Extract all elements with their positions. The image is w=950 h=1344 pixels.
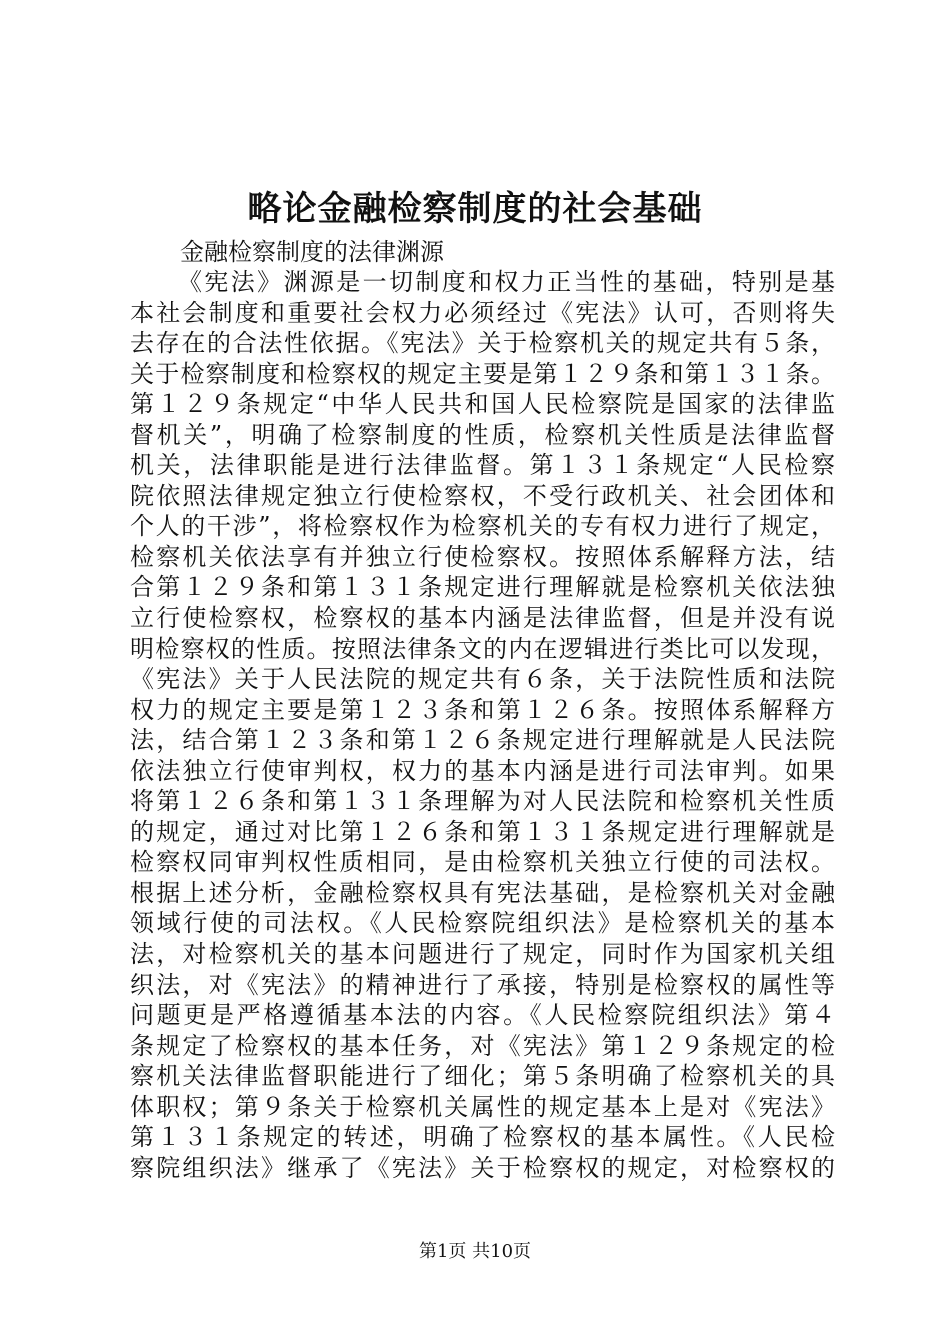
- body-line: 察机关法律监督职能进行了细化；第５条明确了检察机关的具: [130, 1062, 835, 1091]
- body-line: 法，对检察机关的基本问题进行了规定，同时作为国家机关组: [130, 940, 835, 969]
- body-paragraph: [130, 267, 835, 1183]
- body-line: 本社会制度和重要社会权力必须经过《宪法》认可，否则将失: [130, 298, 835, 327]
- body-line: 法，结合第１２３条和第１２６条规定进行理解就是人民法院: [130, 726, 835, 755]
- body-line: 个人的干涉”，将检察权作为检察机关的专有权力进行了规定，: [130, 512, 835, 541]
- body-line: 织法，对《宪法》的精神进行了承接，特别是检察权的属性等: [130, 970, 835, 999]
- body-line: 关于检察制度和检察权的规定主要是第１２９条和第１３１条。: [130, 359, 835, 388]
- body-line: 机关，法律职能是进行法律监督。第１３１条规定“人民检察: [130, 451, 835, 480]
- body-line: 领域行使的司法权。《人民检察院组织法》是检察机关的基本: [130, 909, 835, 938]
- body-line: 督机关”，明确了检察制度的性质，检察机关性质是法律监督: [130, 420, 835, 449]
- body-line: 检察权同审判权性质相同，是由检察机关独立行使的司法权。: [130, 848, 835, 877]
- body-line: 明检察权的性质。按照法律条文的内在逻辑进行类比可以发现，: [130, 634, 835, 663]
- document-title: 略论金融检察制度的社会基础: [247, 189, 703, 229]
- body-line: 《宪法》关于人民法院的规定共有６条，关于法院性质和法院: [130, 665, 835, 694]
- body-line: 察院组织法》继承了《宪法》关于检察权的规定，对检察权的: [130, 1153, 835, 1182]
- body-line: 根据上述分析，金融检察权具有宪法基础，是检察机关对金融: [130, 878, 835, 907]
- body-line: 第１２９条规定“中华人民共和国人民检察院是国家的法律监: [130, 390, 835, 419]
- body-line: 立行使检察权，检察权的基本内涵是法律监督，但是并没有说: [130, 604, 835, 633]
- body-line: 条规定了检察权的基本任务，对《宪法》第１２９条规定的检: [130, 1031, 835, 1060]
- body-line: 将第１２６条和第１３１条理解为对人民法院和检察机关性质: [130, 787, 835, 816]
- body-line: 去存在的合法性依据。《宪法》关于检察机关的规定共有５条，: [130, 329, 835, 358]
- body-line: 合第１２９条和第１３１条规定进行理解就是检察机关依法独: [130, 573, 835, 602]
- body-line: 第１３１条规定的转述，明确了检察权的基本属性。《人民检: [130, 1123, 835, 1152]
- section-heading: 金融检察制度的法律渊源: [180, 238, 444, 266]
- body-line: 检察机关依法享有并独立行使检察权。按照体系解释方法，结: [130, 542, 835, 571]
- body-line: 体职权；第９条关于检察机关属性的规定基本上是对《宪法》: [130, 1092, 835, 1121]
- body-line: 依法独立行使审判权，权力的基本内涵是进行司法审判。如果: [130, 756, 835, 785]
- body-line: 《宪法》渊源是一切制度和权力正当性的基础，特别是基: [178, 268, 835, 296]
- body-line: 权力的规定主要是第１２３条和第１２６条。按照体系解释方: [130, 695, 835, 724]
- body-line: 的规定，通过对比第１２６条和第１３１条规定进行理解就是: [130, 817, 835, 846]
- page-footer: 第1页 共10页: [418, 1241, 532, 1262]
- body-line: 问题更是严格遵循基本法的内容。《人民检察院组织法》第４: [130, 1001, 835, 1030]
- body-line: 院依照法律规定独立行使检察权，不受行政机关、社会团体和: [130, 481, 835, 510]
